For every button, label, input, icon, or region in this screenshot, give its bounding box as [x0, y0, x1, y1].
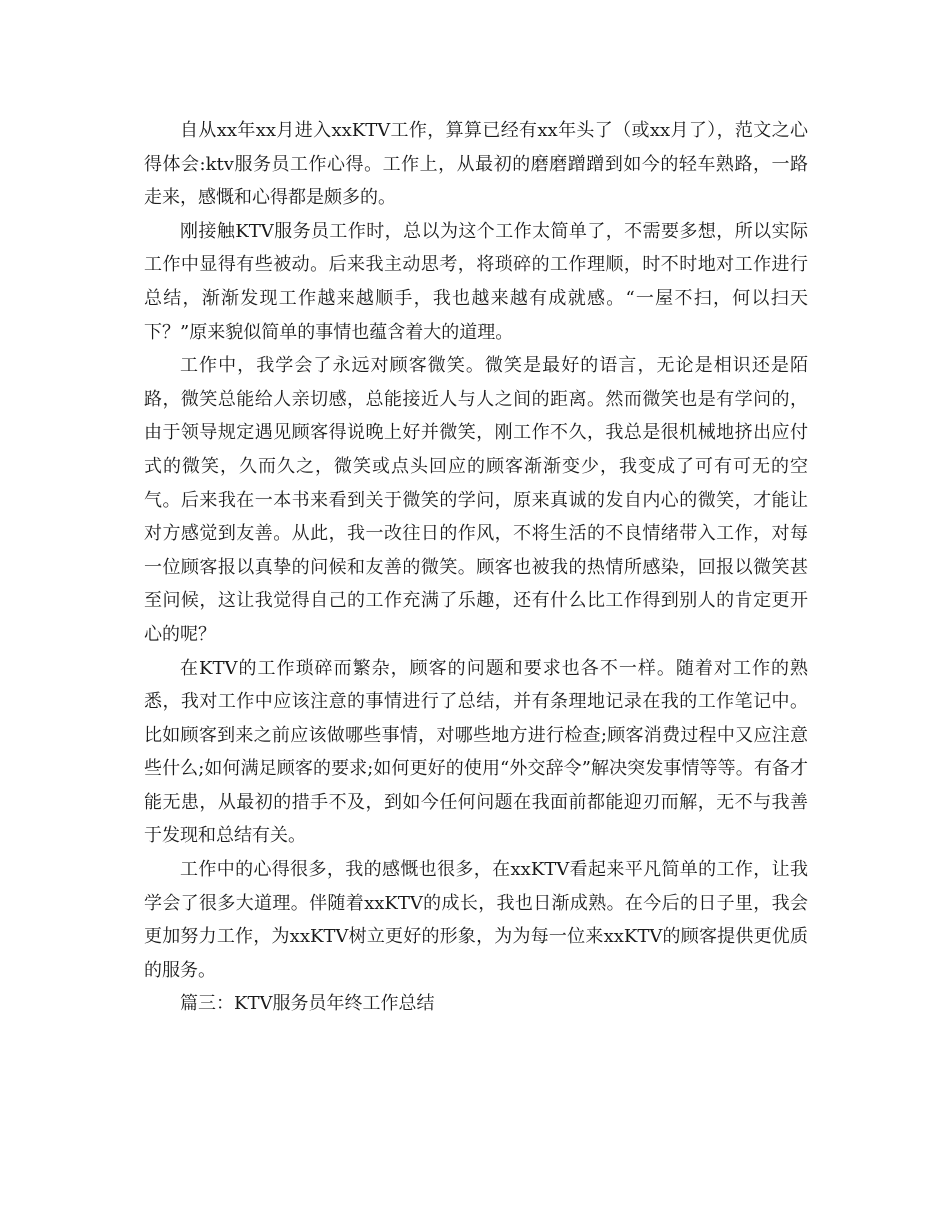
- paragraph-summary-notes: 在KTV的工作琐碎而繁杂，顾客的问题和要求也各不一样。随着对工作的熟悉，我对工作中应该注意的事情进行了总结，并有条理地记录在我的工作笔记中。比如顾客到来之前应该做哪些事情，对哪些地方进行检查;顾客消费过程中又应注意些什么;如何满足顾客的要求;如何更好的使用“外交辞令”解决突发事情等等。有备才能无患，从最初的措手不及，到如今任何问题在我面前都能迎刃而解，无不与我善于发现和总结有关。: [144, 657, 808, 847]
- section-heading: 篇三：KTV服务员年终工作总结: [180, 993, 435, 1015]
- paragraph-conclusion: 工作中的心得很多，我的感慨也很多，在xxKTV看起来平凡简单的工作，让我学会了很多大道理。伴随着xxKTV的成长，我也日渐成熟。在今后的日子里，我会更加努力工作，为xxKTV树立更好的形象，为为每一位来xxKTV的顾客提供更优质的服务。: [144, 859, 808, 981]
- paragraph-smile: 工作中，我学会了永远对顾客微笑。微笑是最好的语言，无论是相识还是陌路，微笑总能给人亲切感，总能接近人与人之间的距离。然而微笑也是有学问的，由于领导规定遇见顾客得说晚上好并微笑，刚工作不久，我总是很机械地挤出应付式的微笑，久而久之，微笑或点头回应的顾客渐渐变少，我变成了可有可无的空气。后来我在一本书来看到关于微笑的学问，原来真诚的发自内心的微笑，才能让对方感觉到友善。从此，我一改往日的作风，不将生活的不良情绪带入工作，对每一位顾客报以真挚的问候和友善的微笑。顾客也被我的热情所感染，回报以微笑甚至问候，这让我觉得自己的工作充满了乐趣，还有什么比工作得到别人的肯定更开心的呢？: [144, 355, 808, 645]
- document-body: [144, 114, 808, 1021]
- paragraph-initial-work: 刚接触KTV服务员工作时，总以为这个工作太简单了，不需要多想，所以实际工作中显得有些被动。后来我主动思考，将琐碎的工作理顺，时不时地对工作进行总结，渐渐发现工作越来越顺手，我也越来越有成就感。“一屋不扫，何以扫天下？”原来貌似简单的事情也蕴含着大的道理。: [144, 220, 808, 343]
- paragraph-intro: 自从xx年xx月进入xxKTV工作，算算已经有xx年头了（或xx月了），范文之心得体会:ktv服务员工作心得。工作上，从最初的磨磨蹭蹭到如今的轻车熟路，一路走来，感慨和心得都是颇多的。: [144, 120, 808, 209]
